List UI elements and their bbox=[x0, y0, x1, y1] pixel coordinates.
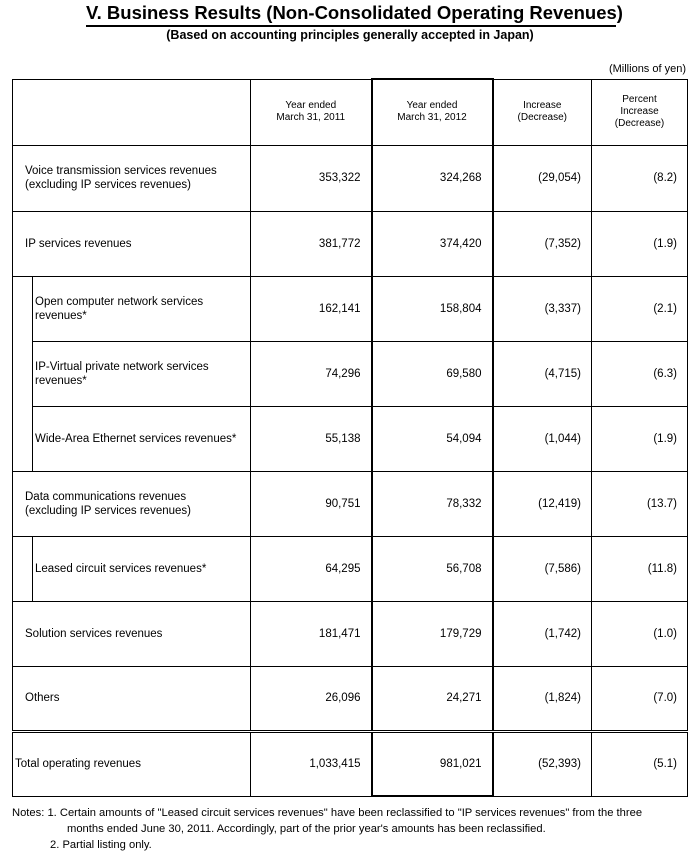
cell-fy2012: 78,332 bbox=[372, 471, 493, 536]
indent-cell bbox=[13, 406, 33, 471]
cell-percent: (8.2) bbox=[592, 145, 688, 211]
cell-percent: (6.3) bbox=[592, 341, 688, 406]
cell-change: (1,742) bbox=[493, 601, 592, 666]
cell-fy2011: 353,322 bbox=[251, 145, 372, 211]
cell-fy2011: 55,138 bbox=[251, 406, 372, 471]
cell-percent: (1.9) bbox=[592, 211, 688, 276]
table-row bbox=[13, 211, 688, 276]
cell-percent: (13.7) bbox=[592, 471, 688, 536]
cell-change: (52,393) bbox=[493, 731, 592, 796]
page-title: V. Business Results (Non-Consolidated Operating Revenues) bbox=[86, 2, 616, 27]
table-header-row bbox=[13, 79, 688, 145]
table-row bbox=[13, 276, 688, 341]
header-percent bbox=[592, 79, 688, 145]
row-label-line1: Open computer network services bbox=[35, 295, 204, 308]
header-change-line2: (Decrease) bbox=[517, 112, 567, 123]
cell-percent: (2.1) bbox=[592, 276, 688, 341]
cell-fy2011: 181,471 bbox=[251, 601, 372, 666]
header-fy2011-line2: March 31, 2011 bbox=[276, 112, 346, 123]
cell-fy2011: 1,033,415 bbox=[251, 731, 372, 796]
revenue-table bbox=[12, 78, 688, 797]
row-label-line2: (excluding IP services revenues) bbox=[25, 504, 191, 517]
cell-percent: (1.0) bbox=[592, 601, 688, 666]
table-row bbox=[13, 601, 688, 666]
cell-fy2011: 162,141 bbox=[251, 276, 372, 341]
row-label-line1: Data communications revenues bbox=[25, 490, 187, 503]
header-percent-line1: Percent bbox=[622, 94, 657, 105]
header-percent-line3: (Decrease) bbox=[614, 118, 665, 129]
row-label-line1: IP-Virtual private network services bbox=[35, 360, 209, 373]
header-fy2012-line1: Year ended bbox=[406, 100, 458, 112]
cell-fy2012: 324,268 bbox=[372, 145, 493, 211]
header-fy2011 bbox=[251, 79, 372, 145]
row-label bbox=[33, 341, 251, 406]
cell-fy2011: 26,096 bbox=[251, 666, 372, 731]
units-label: (Millions of yen) bbox=[608, 63, 686, 75]
cell-fy2012: 56,708 bbox=[372, 536, 493, 601]
row-label: Others bbox=[13, 666, 251, 731]
table-row bbox=[13, 145, 688, 211]
row-label: Leased circuit services revenues* bbox=[33, 536, 251, 601]
header-change-line1: Increase bbox=[523, 100, 562, 111]
row-label: Wide-Area Ethernet services revenues* bbox=[33, 406, 251, 471]
header-fy2011-line1: Year ended bbox=[285, 100, 337, 111]
header-fy2012-line2: March 31, 2012 bbox=[397, 112, 467, 124]
row-label-line2: (excluding IP services revenues) bbox=[25, 179, 191, 191]
page-subtitle: (Based on accounting principles generally accepted in Japan) bbox=[166, 28, 534, 42]
cell-fy2012: 179,729 bbox=[372, 601, 493, 666]
cell-fy2011: 381,772 bbox=[251, 211, 372, 276]
note-line-2: months ended June 30, 2011. Accordingly, part of the prior year's amounts has been reclassified. bbox=[67, 823, 546, 835]
row-label: IP services revenues bbox=[13, 211, 251, 276]
table-row bbox=[13, 536, 688, 601]
total-row bbox=[13, 731, 688, 796]
cell-fy2012: 54,094 bbox=[372, 406, 493, 471]
row-label bbox=[13, 471, 251, 536]
row-label-line1: Voice transmission services revenues bbox=[25, 165, 217, 177]
row-label: Solution services revenues bbox=[13, 601, 251, 666]
cell-change: (4,715) bbox=[493, 341, 592, 406]
cell-change: (3,337) bbox=[493, 276, 592, 341]
row-label-line2: revenues* bbox=[35, 374, 87, 387]
cell-fy2012: 981,021 bbox=[372, 731, 493, 796]
note-line-3: 2. Partial listing only. bbox=[50, 839, 152, 851]
cell-percent: (5.1) bbox=[592, 731, 688, 796]
cell-fy2012: 158,804 bbox=[372, 276, 493, 341]
row-label: Total operating revenues bbox=[13, 731, 251, 796]
cell-fy2011: 64,295 bbox=[251, 536, 372, 601]
cell-fy2011: 74,296 bbox=[251, 341, 372, 406]
cell-percent: (7.0) bbox=[592, 666, 688, 731]
table-row bbox=[13, 341, 688, 406]
cell-fy2011: 90,751 bbox=[251, 471, 372, 536]
table-row bbox=[13, 471, 688, 536]
cell-change: (12,419) bbox=[493, 471, 592, 536]
table-row bbox=[13, 666, 688, 731]
row-label-line2: revenues* bbox=[35, 309, 87, 322]
row-label bbox=[13, 145, 251, 211]
indent-cell bbox=[13, 276, 33, 341]
cell-change: (7,352) bbox=[493, 211, 592, 276]
cell-change: (1,824) bbox=[493, 666, 592, 731]
indent-cell bbox=[13, 536, 33, 601]
cell-percent: (11.8) bbox=[592, 536, 688, 601]
cell-fy2012: 374,420 bbox=[372, 211, 493, 276]
header-blank-cell bbox=[13, 79, 251, 145]
indent-cell bbox=[13, 341, 33, 406]
header-fy2012 bbox=[372, 79, 493, 145]
cell-change: (1,044) bbox=[493, 406, 592, 471]
header-change bbox=[493, 79, 592, 145]
cell-fy2012: 69,580 bbox=[372, 341, 493, 406]
cell-change: (29,054) bbox=[493, 145, 592, 211]
table-row bbox=[13, 406, 688, 471]
cell-fy2012: 24,271 bbox=[372, 666, 493, 731]
cell-change: (7,586) bbox=[493, 536, 592, 601]
header-percent-line2: Increase bbox=[620, 106, 659, 117]
notes-section bbox=[12, 805, 697, 853]
cell-percent: (1.9) bbox=[592, 406, 688, 471]
note-line-1: Notes: 1. Certain amounts of "Leased circuit services revenues" have been reclassified to "IP services revenues" from the three bbox=[12, 807, 643, 819]
row-label bbox=[33, 276, 251, 341]
